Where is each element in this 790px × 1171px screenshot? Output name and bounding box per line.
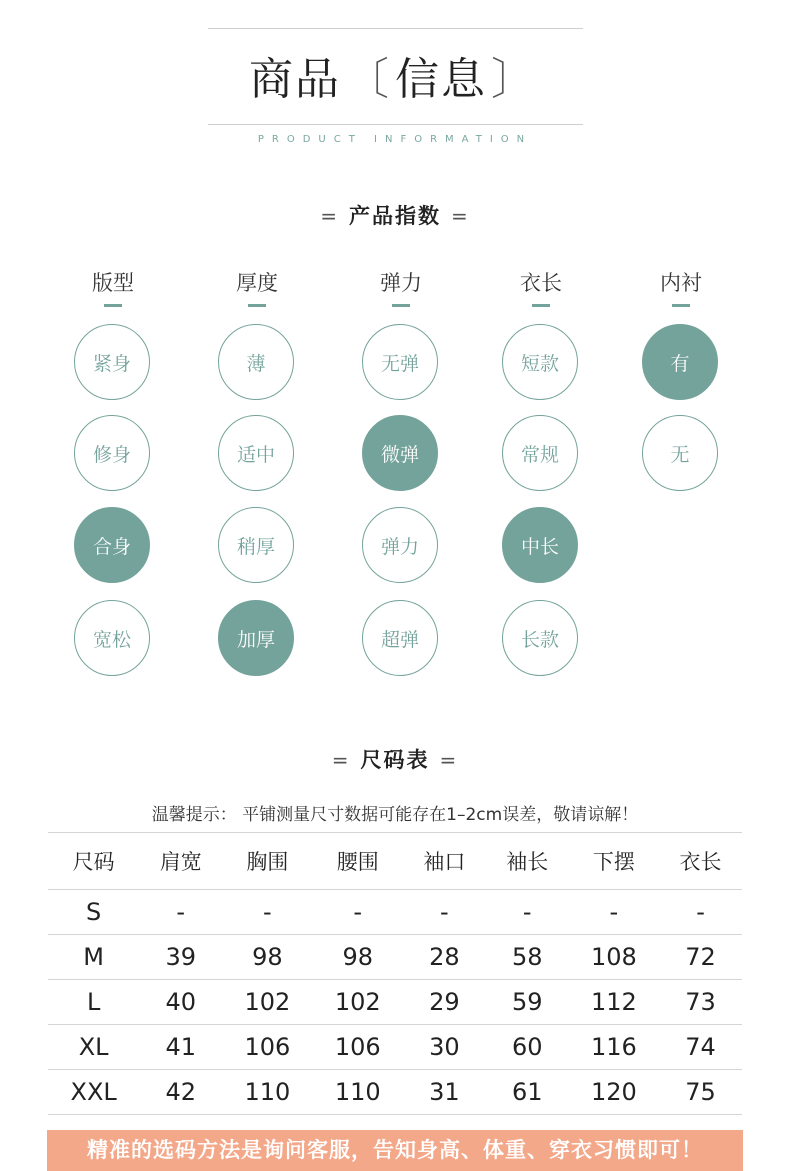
size-table-cell: 31 <box>403 1070 486 1115</box>
index-option: 紧身 <box>74 324 150 400</box>
size-table-cell: 116 <box>569 1025 659 1070</box>
size-table-cell: 110 <box>222 1070 312 1115</box>
size-table-header-cell: 胸围 <box>222 833 312 890</box>
index-column-title: 版型 <box>92 271 134 295</box>
size-note: 温馨提示： 平铺测量尺寸数据可能存在1–2cm误差，敬请谅解！ <box>151 805 639 825</box>
size-table-cell: 102 <box>313 980 403 1025</box>
size-table-cell: 42 <box>139 1070 222 1115</box>
size-table-cell: 59 <box>486 980 569 1025</box>
title-bracket-open: 〔 <box>345 54 391 105</box>
footer-banner: 精准的选码方法是询问客服，告知身高、体重、穿衣习惯即可！ <box>47 1130 743 1171</box>
heading-eq-right: = <box>451 204 470 228</box>
header-top-rule <box>208 28 583 29</box>
index-option: 弹力 <box>362 507 438 583</box>
size-section-title: 尺码表 <box>360 748 430 772</box>
size-table-cell: 39 <box>139 935 222 980</box>
size-table-cell: - <box>139 890 222 935</box>
size-table-cell: 75 <box>659 1070 742 1115</box>
index-option: 宽松 <box>74 600 150 676</box>
size-table-cell: S <box>48 890 139 935</box>
heading-eq-left: = <box>320 204 339 228</box>
index-section-heading <box>0 200 790 230</box>
index-option: 常规 <box>502 415 578 491</box>
size-table-cell: - <box>659 890 742 935</box>
size-table-header-cell: 尺码 <box>48 833 139 890</box>
index-option: 长款 <box>502 600 578 676</box>
size-table-cell: 106 <box>313 1025 403 1070</box>
size-table-cell: 29 <box>403 980 486 1025</box>
table-row <box>48 1025 742 1070</box>
index-column <box>636 268 726 466</box>
size-table-header-cell: 袖口 <box>403 833 486 890</box>
size-table-cell: XL <box>48 1025 139 1070</box>
title-right: 信息 <box>395 54 487 105</box>
page-title <box>0 52 790 108</box>
size-table-cell: 74 <box>659 1025 742 1070</box>
size-table-header-cell: 腰围 <box>313 833 403 890</box>
index-option: 无 <box>642 415 718 491</box>
index-option: 超弹 <box>362 600 438 676</box>
size-table-body <box>48 890 742 1115</box>
size-table-cell: 108 <box>569 935 659 980</box>
index-column-underline <box>392 304 410 307</box>
table-row <box>48 890 742 935</box>
size-table-cell: 61 <box>486 1070 569 1115</box>
title-left: 商品 <box>249 54 341 105</box>
size-table-cell: 106 <box>222 1025 312 1070</box>
size-heading-eq-left: = <box>331 748 351 772</box>
size-table <box>48 832 742 1115</box>
index-option-selected: 合身 <box>74 507 150 583</box>
size-table-cell: - <box>403 890 486 935</box>
size-table-cell: 112 <box>569 980 659 1025</box>
index-section-title: 产品指数 <box>349 204 441 228</box>
size-table-header-cell: 袖长 <box>486 833 569 890</box>
title-bracket-close: 〕 <box>491 54 537 105</box>
index-column-title: 厚度 <box>236 271 278 295</box>
index-option: 适中 <box>218 415 294 491</box>
table-row <box>48 1070 742 1115</box>
size-table-cell: 110 <box>313 1070 403 1115</box>
size-table-cell: 58 <box>486 935 569 980</box>
index-option: 短款 <box>502 324 578 400</box>
table-row <box>48 935 742 980</box>
size-heading-eq-right: = <box>439 748 459 772</box>
size-table-header-cell: 下摆 <box>569 833 659 890</box>
size-table-cell: 30 <box>403 1025 486 1070</box>
size-table-cell: 98 <box>313 935 403 980</box>
size-table-cell: - <box>569 890 659 935</box>
size-table-cell: - <box>222 890 312 935</box>
size-section-heading <box>0 744 790 774</box>
index-option: 稍厚 <box>218 507 294 583</box>
size-table-cell: - <box>313 890 403 935</box>
index-option-selected: 加厚 <box>218 600 294 676</box>
size-table-cell: 120 <box>569 1070 659 1115</box>
size-table-cell: 102 <box>222 980 312 1025</box>
size-table-cell: 41 <box>139 1025 222 1070</box>
size-table-cell: M <box>48 935 139 980</box>
index-column-title: 衣长 <box>520 271 562 295</box>
index-option: 修身 <box>74 415 150 491</box>
size-table-header-cell: 衣长 <box>659 833 742 890</box>
index-column-underline <box>104 304 122 307</box>
index-column-underline <box>532 304 550 307</box>
size-table-cell: 98 <box>222 935 312 980</box>
index-column-underline <box>672 304 690 307</box>
size-table-cell: 72 <box>659 935 742 980</box>
size-table-header-row <box>48 833 742 890</box>
size-table-cell: 28 <box>403 935 486 980</box>
size-table-cell: 40 <box>139 980 222 1025</box>
index-option: 无弹 <box>362 324 438 400</box>
index-column-title: 弹力 <box>380 271 422 295</box>
header-bottom-rule <box>208 124 583 125</box>
table-row <box>48 980 742 1025</box>
index-column-title: 内衬 <box>660 271 702 295</box>
size-table-cell: 73 <box>659 980 742 1025</box>
index-option-selected: 有 <box>642 324 718 400</box>
size-table-cell: 60 <box>486 1025 569 1070</box>
index-option-selected: 中长 <box>502 507 578 583</box>
size-table-cell: L <box>48 980 139 1025</box>
index-column <box>68 268 158 651</box>
index-column <box>356 268 446 651</box>
index-column <box>496 268 586 651</box>
index-column-underline <box>248 304 266 307</box>
size-table-header-cell: 肩宽 <box>139 833 222 890</box>
size-table-cell: - <box>486 890 569 935</box>
index-option: 薄 <box>218 324 294 400</box>
index-option-selected: 微弹 <box>362 415 438 491</box>
page-subtitle: PRODUCT INFORMATION <box>257 134 533 145</box>
size-table-cell: XXL <box>48 1070 139 1115</box>
index-column <box>212 268 302 651</box>
